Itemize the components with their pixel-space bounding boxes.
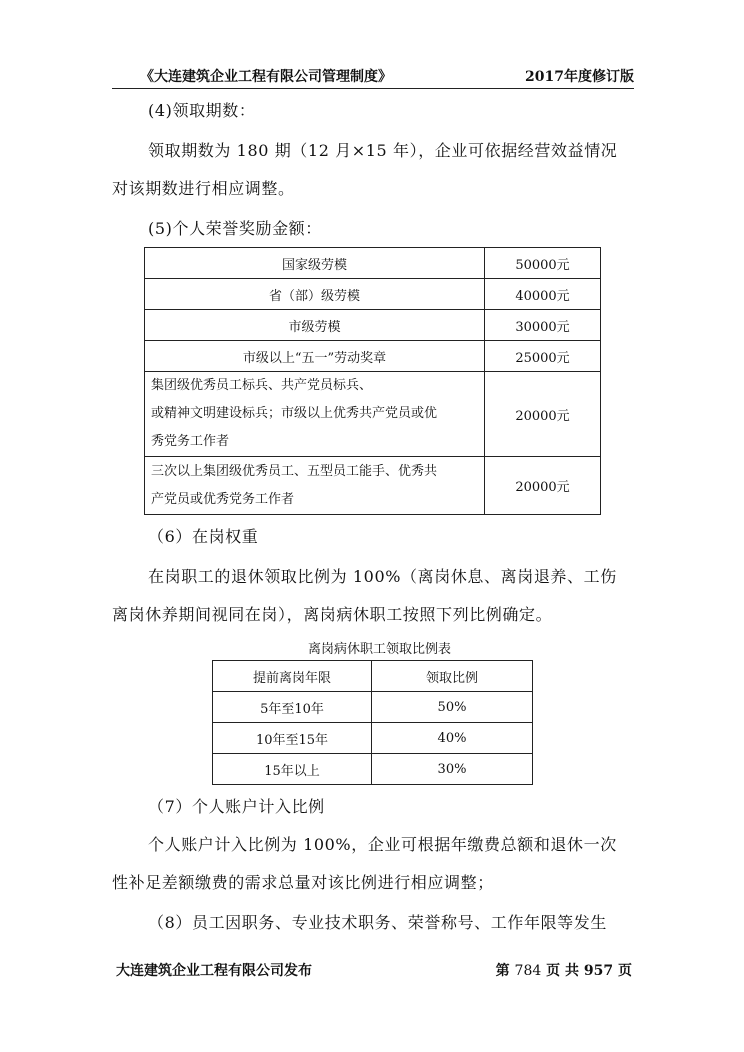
current-page: 784 bbox=[514, 963, 542, 979]
paragraph-text: 在岗职工的退休领取比例为 100%（离岗休息、离岗退养、工伤 bbox=[148, 567, 617, 586]
cell-line: 三次以上集团级优秀员工、五型员工能手、优秀共 bbox=[151, 463, 438, 479]
table-cell: 40% bbox=[372, 723, 533, 754]
table-cell: 市级劳模 bbox=[145, 310, 485, 341]
sick-leave-ratio-table bbox=[212, 660, 533, 785]
cell-line: 秀党务工作者 bbox=[151, 434, 230, 449]
table-cell: 50% bbox=[372, 692, 533, 723]
table-row bbox=[213, 692, 533, 723]
table-cell bbox=[145, 372, 485, 457]
table-row bbox=[145, 310, 601, 341]
table-row bbox=[145, 248, 601, 279]
page-header bbox=[112, 64, 634, 89]
table-cell: 30% bbox=[372, 754, 533, 785]
table-cell: 20000元 bbox=[485, 372, 601, 457]
cell-line: 产党员或优秀党务工作者 bbox=[151, 491, 295, 507]
table-row bbox=[145, 279, 601, 310]
table-row bbox=[213, 754, 533, 785]
paragraph-text: 对该期数进行相应调整。 bbox=[112, 179, 295, 198]
table-cell bbox=[145, 457, 485, 515]
column-header: 领取比例 bbox=[372, 661, 533, 692]
footer-publisher: 大连建筑企业工程有限公司发布 bbox=[116, 963, 312, 979]
table-cell: 40000元 bbox=[485, 279, 601, 310]
table-cell: 20000元 bbox=[485, 457, 601, 515]
table-header-row bbox=[213, 661, 533, 692]
table-cell: 15年以上 bbox=[213, 754, 372, 785]
paragraph-text: 个人账户计入比例为 100%，企业可根据年缴费总额和退休一次 bbox=[148, 835, 617, 854]
table-cell: 5年至10年 bbox=[213, 692, 372, 723]
table-cell: 国家级劳模 bbox=[145, 248, 485, 279]
paragraph-text: 离岗休养期间视同在岗），离岗病休职工按照下列比例确定。 bbox=[112, 605, 553, 624]
table-cell: 50000元 bbox=[485, 248, 601, 279]
paragraph-5-heading: (5)个人荣誉奖励金额： bbox=[148, 219, 322, 238]
table-row bbox=[213, 723, 533, 754]
table-cell: 30000元 bbox=[485, 310, 601, 341]
table-caption: 离岗病休职工领取比例表 bbox=[308, 642, 452, 657]
paragraph-text: 性补足差额缴费的需求总量对该比例进行相应调整； bbox=[112, 873, 494, 892]
column-header: 提前离岗年限 bbox=[213, 661, 372, 692]
paragraph-4-heading: (4)领取期数： bbox=[148, 101, 256, 120]
table-cell: 市级以上“五一”劳动奖章 bbox=[145, 341, 485, 372]
honor-award-table bbox=[144, 247, 601, 515]
table-cell: 省（部）级劳模 bbox=[145, 279, 485, 310]
cell-line: 集团级优秀员工标兵、共产党员标兵、 bbox=[151, 378, 373, 393]
version-label: 2017年度修订版 bbox=[525, 69, 634, 85]
document-title: 《大连建筑企业工程有限公司管理制度》 bbox=[140, 69, 392, 85]
paragraph-7-heading: （7）个人账户计入比例 bbox=[148, 797, 325, 816]
table-cell: 25000元 bbox=[485, 341, 601, 372]
table-row bbox=[145, 457, 601, 515]
table-row bbox=[145, 372, 601, 457]
total-pages: 957 bbox=[583, 963, 614, 979]
page-number: 第 784 页 共 957 页 bbox=[495, 963, 632, 979]
paragraph-6-heading: （6）在岗权重 bbox=[148, 527, 259, 546]
table-cell: 10年至15年 bbox=[213, 723, 372, 754]
paragraph-text: 领取期数为 180 期（12 月×15 年），企业可依据经营效益情况 bbox=[148, 141, 618, 160]
paragraph-8-heading: （8）员工因职务、专业技术职务、荣誉称号、工作年限等发生 bbox=[148, 913, 607, 932]
table-row bbox=[145, 341, 601, 372]
cell-line: 或精神文明建设标兵；市级以上优秀共产党员或优 bbox=[151, 406, 438, 421]
